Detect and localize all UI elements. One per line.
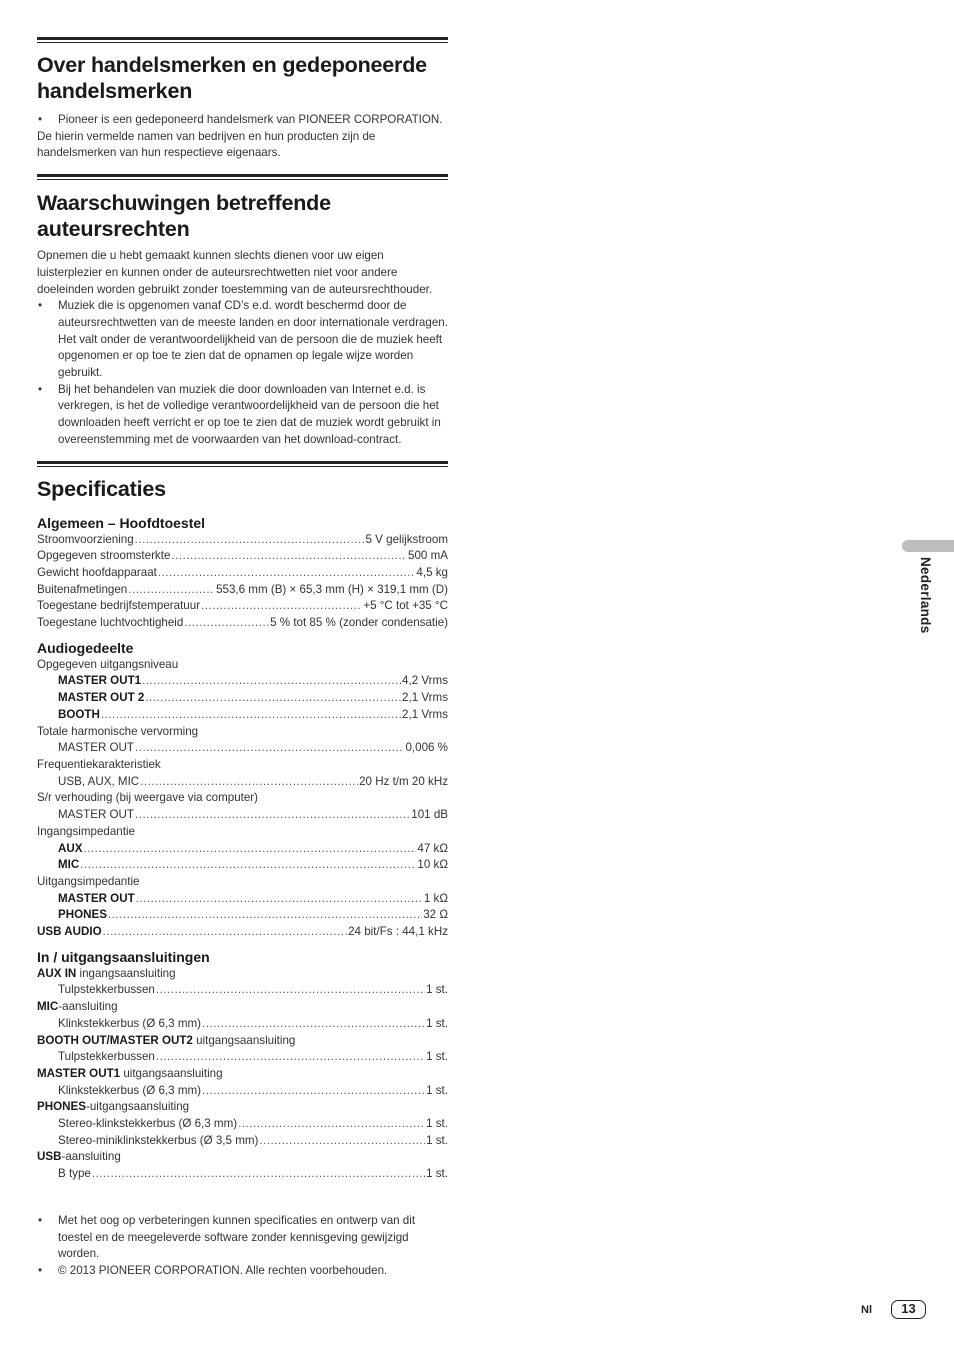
spec-row: PHONES ..... 32 Ω	[37, 907, 448, 924]
page-number: 13	[891, 1300, 926, 1319]
spec-row: Opgegeven stroomsterkte ..... 500 mA	[37, 548, 448, 565]
section-rule	[37, 461, 448, 467]
spec-caption: Ingangsimpedantie	[37, 824, 135, 838]
spec-row: Toegestane bedrijfstemperatuur ..... +5 °C tot +35 °C	[37, 598, 448, 615]
spec-row: Klinkstekkerbus (Ø 6,3 mm) ..... 1 st.	[37, 1083, 448, 1100]
copyright-bullet-2: • Bij het behandelen van muziek die door downloaden van Internet e.d. is verkregen, is het de volledige verantwoordelijkheid van de persoon die het downloaden heeft verricht er op toe te zien dat de muziek wordt gebruikt in overeenstemming met de voorwaarden van het download-contract.	[37, 382, 448, 449]
spec-caption: Totale harmonische vervorming	[37, 724, 199, 738]
spec-row: MASTER OUT 2 ..... 2,1 Vrms	[37, 690, 448, 707]
spec-caption: MASTER OUT1 uitgangsaansluiting	[37, 1066, 223, 1080]
spec-caption: Frequentiekarakteristiek	[37, 757, 161, 771]
spec-caption: USB-aansluiting	[37, 1150, 121, 1164]
language-tab	[902, 540, 954, 552]
spec-caption: Uitgangsimpedantie	[37, 874, 140, 888]
trademarks-paragraph: De hierin vermelde namen van bedrijven en hun producten zijn de handelsmerken van hun respectieve eigenaars.	[37, 129, 376, 160]
spec-row: B type ..... 1 st.	[37, 1166, 448, 1183]
spec-row: Klinkstekkerbus (Ø 6,3 mm) ..... 1 st.	[37, 1016, 448, 1033]
spec-row: MASTER OUT1 ..... 4,2 Vrms	[37, 673, 448, 690]
footer-language-code: Nl	[861, 1304, 872, 1316]
spec-row: MASTER OUT ..... 0,006 %	[37, 740, 448, 757]
trademarks-heading: Over handelsmerken en gedeponeerde handelsmerken	[37, 53, 427, 103]
spec-caption: MIC-aansluiting	[37, 1000, 118, 1014]
spec-row: MIC ..... 10 kΩ	[37, 857, 448, 874]
spec-row: Buitenafmetingen ..... 553,6 mm (B) × 65,3 mm (H) × 319,1 mm (D)	[37, 582, 448, 599]
section-rule	[37, 37, 448, 43]
spec-caption: AUX IN ingangsaansluiting	[37, 966, 176, 980]
spec-row: Tulpstekkerbussen ..... 1 st.	[37, 982, 448, 999]
spec-caption: BOOTH OUT/MASTER OUT2 uitgangsaansluiting	[37, 1033, 296, 1047]
copyright-paragraph: Opnemen die u hebt gemaakt kunnen slechts dienen voor uw eigen luisterplezier en kunnen onder de auteursrechtwetten niet voor andere doeleinden worden gebruikt zonder toestemming van de auteursrechthouder.	[37, 249, 433, 296]
io-subheading: In / uitgangsaansluitingen	[37, 948, 210, 965]
copyright-bullet-1: • Muziek die is opgenomen vanaf CD’s e.d. wordt beschermd door de auteursrechtwetten van de meeste landen en door internationale verdragen. Het valt onder de verantwoordelijkheid van de persoon die de muziek heeft opgenomen er op toe te zien dat de opnamen op legale wijze worden gebruikt.	[37, 298, 448, 382]
general-subheading: Algemeen – Hoofdtoestel	[37, 514, 206, 531]
spec-row: BOOTH ..... 2,1 Vrms	[37, 707, 448, 724]
spec-row: USB AUDIO ..... 24 bit/Fs : 44,1 kHz	[37, 924, 448, 941]
spec-row: MASTER OUT ..... 101 dB	[37, 807, 448, 824]
spec-caption: Opgegeven uitgangsniveau	[37, 657, 179, 671]
language-side-label: Nederlands	[918, 557, 933, 634]
specs-heading: Specificaties	[37, 476, 166, 501]
note-bullet-2: • © 2013 PIONEER CORPORATION. Alle rechten voorbehouden.	[37, 1263, 448, 1280]
trademarks-bullet: • Pioneer is een gedeponeerd handelsmerk van PIONEER CORPORATION.	[37, 112, 448, 129]
spec-row: Stereo-klinkstekkerbus (Ø 6,3 mm) ..... 1 st.	[37, 1116, 448, 1133]
spec-row: Tulpstekkerbussen ..... 1 st.	[37, 1049, 448, 1066]
spec-row: AUX ..... 47 kΩ	[37, 841, 448, 858]
spec-row: MASTER OUT ..... 1 kΩ	[37, 891, 448, 908]
spec-caption: S/r verhouding (bij weergave via computer)	[37, 791, 259, 805]
spec-row: Stereo-miniklinkstekkerbus (Ø 3,5 mm) ..... 1 st.	[37, 1133, 448, 1150]
audio-subheading: Audiogedeelte	[37, 639, 134, 656]
spec-row: Gewicht hoofdapparaat ..... 4,5 kg	[37, 565, 448, 582]
copyright-heading: Waarschuwingen betreffende auteursrechten	[37, 191, 331, 242]
spec-caption: PHONES-uitgangsaansluiting	[37, 1100, 190, 1114]
spec-row: Toegestane luchtvochtigheid ..... 5 % tot 85 % (zonder condensatie)	[37, 615, 448, 632]
note-bullet-1: • Met het oog op verbeteringen kunnen specificaties en ontwerp van dit toestel en de meegeleverde software zonder kennisgeving gewijzigd worden.	[37, 1213, 448, 1263]
spec-row: Stroomvoorziening ..... 5 V gelijkstroom	[37, 532, 448, 549]
section-rule	[37, 174, 448, 180]
main-column	[37, 37, 448, 1280]
spec-row: USB, AUX, MIC ..... 20 Hz t/m 20 kHz	[37, 774, 448, 791]
